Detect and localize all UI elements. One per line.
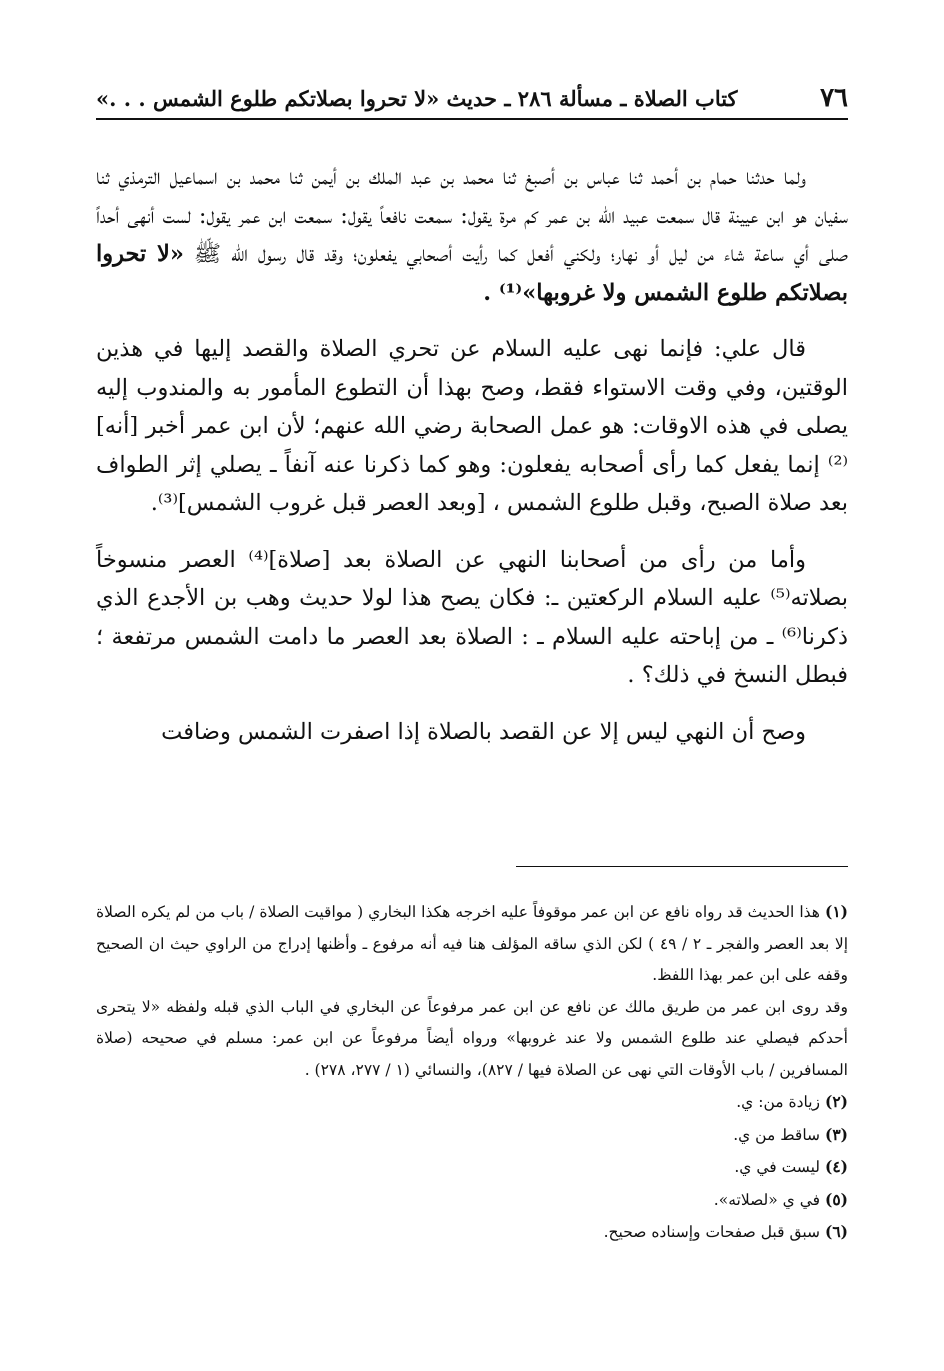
footnote-3 xyxy=(96,1119,848,1152)
footnote-text: سبق قبل صفحات وإسناده صحيح. xyxy=(603,1223,821,1241)
footnote-text: ليست في ي. xyxy=(734,1158,821,1176)
footnotes xyxy=(96,896,848,1249)
footnote-2 xyxy=(96,1086,848,1119)
footnote-number: (١) xyxy=(824,902,848,921)
footnote-text: زيادة من: ي. xyxy=(736,1093,821,1111)
page-header xyxy=(96,78,848,120)
paragraph-4: وصح أن النهي ليس إلا عن القصد بالصلاة إذا اصفرت الشمس وضافت xyxy=(161,718,806,745)
running-head: كتاب الصلاة ـ مسألة ٢٨٦ ـ حديث «لا تحروا بصلاتكم طلوع الشمس . . .» xyxy=(96,85,738,111)
footnote-1 xyxy=(96,896,848,992)
footnote-5 xyxy=(96,1184,848,1217)
footnote-number: (٦) xyxy=(824,1222,848,1241)
main-text xyxy=(96,158,848,769)
hadith-quote: «لا تحروا بصلاتكم طلوع الشمس ولا غروبها»⁽¹⁾ . xyxy=(96,241,848,306)
footnote-text: ساقط من ي. xyxy=(733,1125,821,1144)
footnote-text: هذا الحديث قد رواه نافع عن ابن عمر موقوفاً عليه اخرجه هكذا البخاري ( مواقيت الصلاة / باب من لم يكره الصلاة إلا بعد العصر والفجر ـ ٢ / ٤٩ ) لكن الذي ساقه المؤلف هنا فيه أنه مرفوع ـ وأظنها إدراج من الراوي حيث ان الصحيح وقفه على ابن عمر بهذا اللفظ. xyxy=(96,903,849,984)
footnote-number: (٤) xyxy=(824,1157,848,1176)
page-number: ٧٦ xyxy=(820,83,848,113)
paragraph-3: وأما من رأى من أصحابنا النهي عن الصلاة بعد [صلاة]⁽⁴⁾ العصر منسوخاً بصلاته⁽⁵⁾ عليه السلام الركعتين ـ: فكان يصح هذا لولا حديث وهب بن الأجدع الذي ذكرنا⁽⁶⁾ ـ من إباحته عليه السلام ـ : الصلاة بعد العصر ما دامت الشمس مرتفعة ؛ فبطل النسخ في ذلك؟ . xyxy=(96,546,848,688)
footnote-number: (٣) xyxy=(824,1124,848,1144)
footnote-number: (٢) xyxy=(824,1092,848,1111)
footnote-separator xyxy=(516,866,848,867)
footnote-4 xyxy=(96,1151,848,1184)
footnote-6 xyxy=(96,1216,848,1249)
footnote-1-continued xyxy=(96,992,848,1087)
footnote-number: (٥) xyxy=(824,1189,848,1209)
paragraph-1-text: ولما حدثنا حمام بن أحمد ثنا عباس بن أصبغ ثنا محمد بن عبد الملك بن أيمن ثنا محمد بن اسماعيل الترمذي ثنا سفيان هو ابن عيينة قال سمعت عبيد الله بن عمر كم مرة يقول: سمعت نافعاً يقول: سمعت ابن عمر يقول: لست أنهى أحداً صلى أي ساعة شاء من ليل أو نهار؛ ولكني أفعل كما رأيت أصحابي يفعلون؛ وقد قال رسول الله ﷺ xyxy=(96,164,848,267)
footnote-text: وقد روى ابن عمر من طريق مالك عن نافع عن ابن عمر مرفوعاً عن البخاري في الباب الذي قبله ولفظه «لا يتحرى أحدكم فيصلي عند طلوع الشمس ولا عند غروبها» ورواه أيضاً مرفوعاً عن ابن عمر: مسلم في صحيحه (صلاة المسافرين / باب الأوقات التي نهى عن الصلاة فيها / ٨٢٧)، والنسائي (١ / ٢٧٧، ٢٧٨) . xyxy=(96,997,848,1079)
footnote-text: في ي «لصلاته». xyxy=(713,1190,821,1209)
paragraph-2: قال علي: فإنما نهى عليه السلام عن تحري الصلاة والقصد إليها في هذين الوقتين، وفي وقت الاستواء فقط، وصح بهذا أن التطوع المأمور به والمندوب إليه يصلى في هذه الاوقات: هو عمل الصحابة رضي الله عنهم؛ لأن ابن عمر أخبر [أنه]⁽²⁾ إنما يفعل كما رأى أصحابه يفعلون: وهو كما ذكرنا عنه آنفاً ـ يصلي إثر الطواف بعد صلاة الصبح، وقبل طلوع الشمس ، [وبعد العصر قبل غروب الشمس]⁽³⁾. xyxy=(96,336,848,516)
paragraph-1 xyxy=(96,158,848,312)
